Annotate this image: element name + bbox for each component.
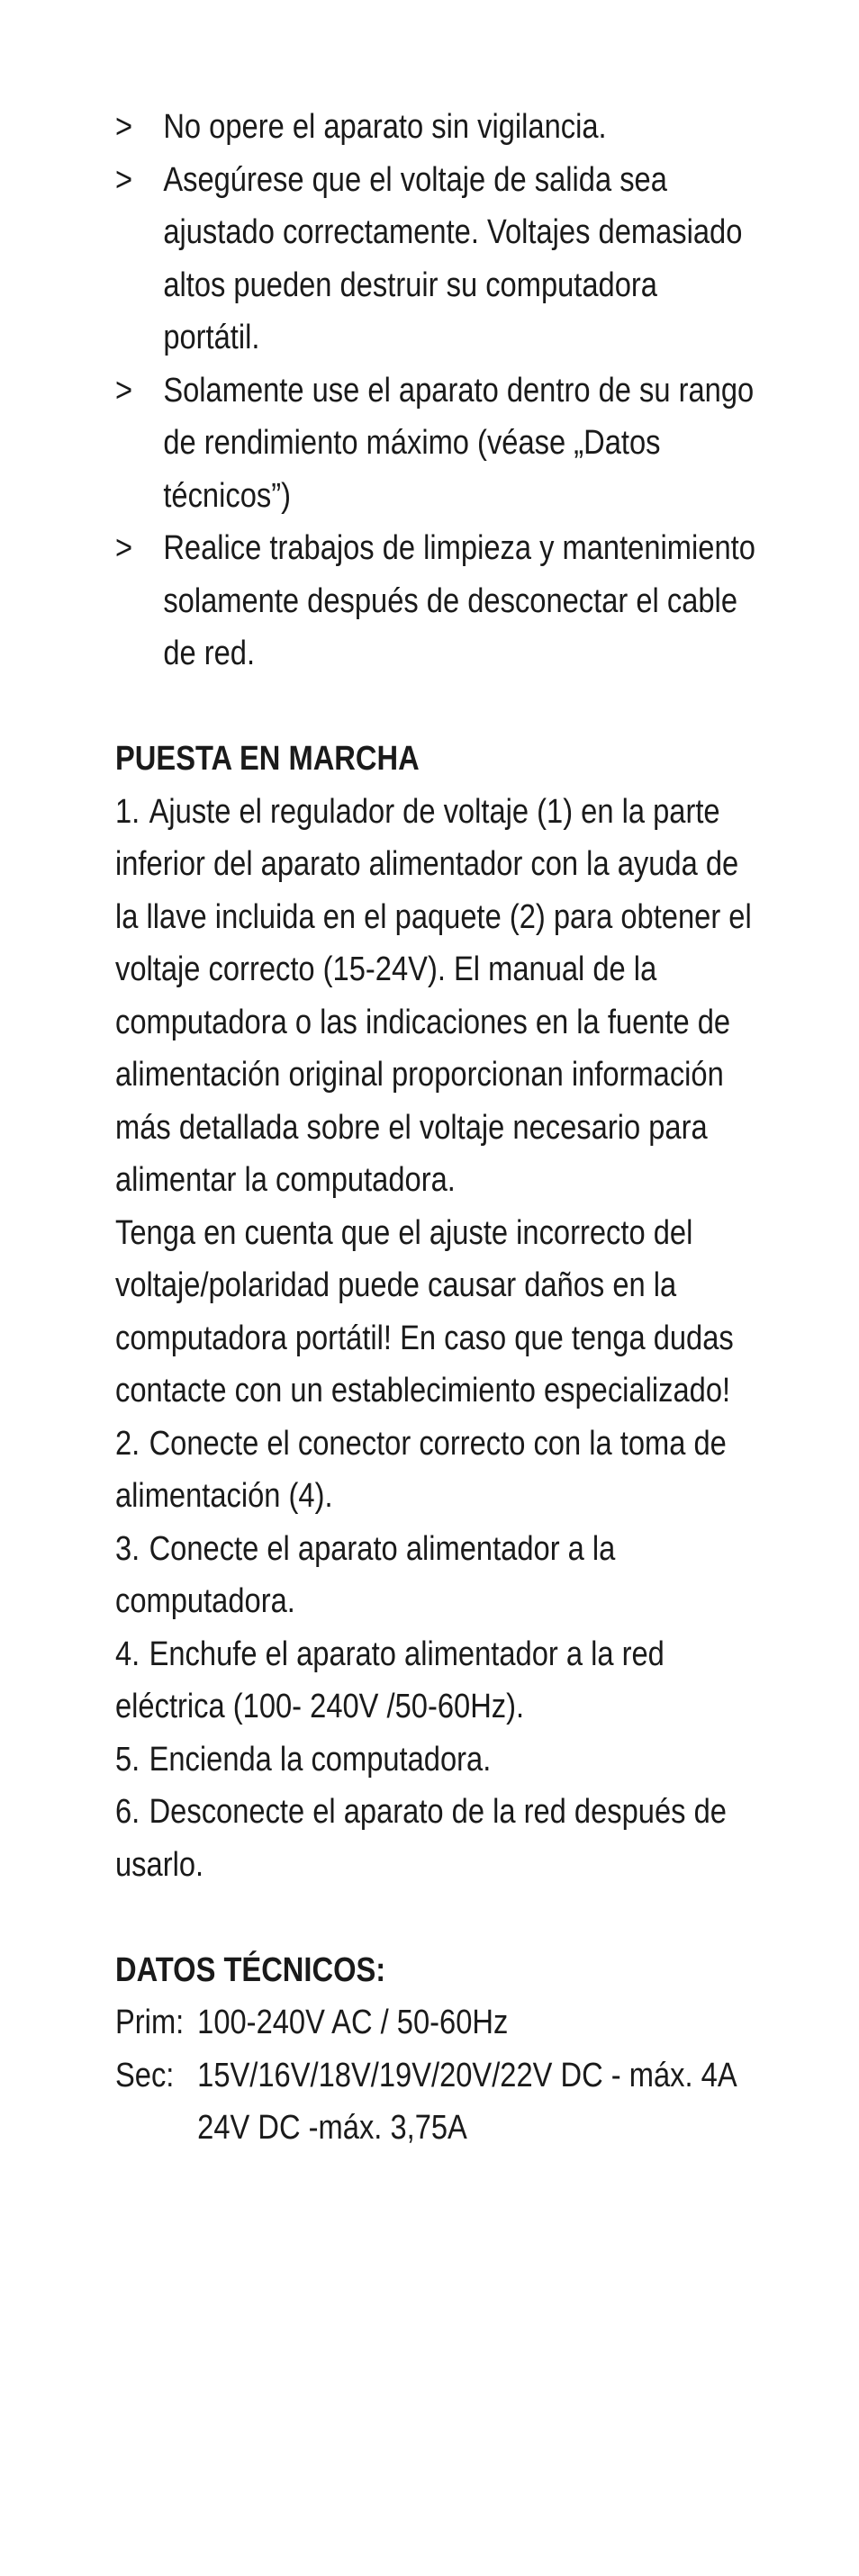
warning-item xyxy=(115,101,760,154)
warning-item xyxy=(115,154,760,365)
spec-table xyxy=(115,1996,737,2155)
puesta-heading: PUESTA EN MARCHA xyxy=(115,740,420,778)
step-4 xyxy=(115,1628,760,1734)
step-5 xyxy=(115,1734,760,1787)
spec-value-line: 24V DC -máx. 3,75A xyxy=(197,2109,467,2147)
step-text: Conecte el conector correcto con la toma de alimentación (4). xyxy=(115,1424,727,1515)
step-number: 4. xyxy=(115,1635,140,1673)
warning-text: No opere el aparato sin vigilancia. xyxy=(163,108,607,146)
step-6 xyxy=(115,1786,760,1891)
spec-value xyxy=(197,2049,737,2155)
warning-text: Asegúrese que el voltaje de salida sea ajustado correctamente. Voltajes demasiado altos pueden destruir su computadora portátil. xyxy=(163,160,743,356)
spec-label: Sec: xyxy=(115,2056,175,2094)
spec-value: 100-240V AC / 50-60Hz xyxy=(197,2004,509,2041)
spec-row-sec xyxy=(115,2049,737,2155)
step-2 xyxy=(115,1418,760,1523)
step-number: 3. xyxy=(115,1529,140,1568)
bullet-marker: > xyxy=(115,529,133,567)
warning-text: Solamente use el aparato dentro de su rango de rendimiento máximo (véase „Datos técnicos”) xyxy=(163,371,755,515)
step-3 xyxy=(115,1523,760,1628)
datos-heading: DATOS TÉCNICOS: xyxy=(115,1950,386,1989)
bullet-marker: > xyxy=(115,371,133,410)
spec-label: Prim: xyxy=(115,2004,185,2041)
step-1 xyxy=(115,786,760,1207)
page-content xyxy=(115,101,760,2155)
warning-list xyxy=(115,101,760,680)
step-number: 6. xyxy=(115,1793,140,1831)
bullet-marker: > xyxy=(115,160,133,199)
step-text: Enchufe el aparato alimentador a la red eléctrica (100- 240V /50-60Hz). xyxy=(115,1635,665,1725)
caution-note: Tenga en cuenta que el ajuste incorrecto del voltaje/polaridad puede causar daños en la computadora portátil! En caso que tenga dudas contacte con un establecimiento especializado! xyxy=(115,1213,734,1410)
step-text: Desconecte el aparato de la red después de usarlo. xyxy=(115,1793,727,1884)
bullet-marker: > xyxy=(115,108,133,146)
step-text: Ajuste el regulador de voltaje (1) en la parte inferior del aparato alimentador con la ayuda de la llave incluida en el paquete (2) para obtener el voltaje correcto (15-24V). El manual de la computadora o las indicaciones en la fuente de alimentación original proporcionan información más detallada sobre el voltaje necesario para alimentar la computadora. xyxy=(115,792,752,1199)
warning-text: Realice trabajos de limpieza y mantenimiento solamente después de desconectar el cable de red. xyxy=(163,529,755,672)
section-spacer xyxy=(115,1891,760,1944)
step-text: Conecte el aparato alimentador a la computadora. xyxy=(115,1529,616,1620)
warning-item xyxy=(115,522,760,680)
section-spacer xyxy=(115,680,760,734)
step-number: 2. xyxy=(115,1424,140,1463)
step-number: 5. xyxy=(115,1740,140,1779)
spec-value-line: 15V/16V/18V/19V/20V/22V DC - máx. 4A xyxy=(197,2056,737,2094)
step-text: Encienda la computadora. xyxy=(149,1740,492,1779)
spec-row-prim xyxy=(115,1996,737,2049)
warning-item xyxy=(115,365,760,523)
step-number: 1. xyxy=(115,792,140,831)
